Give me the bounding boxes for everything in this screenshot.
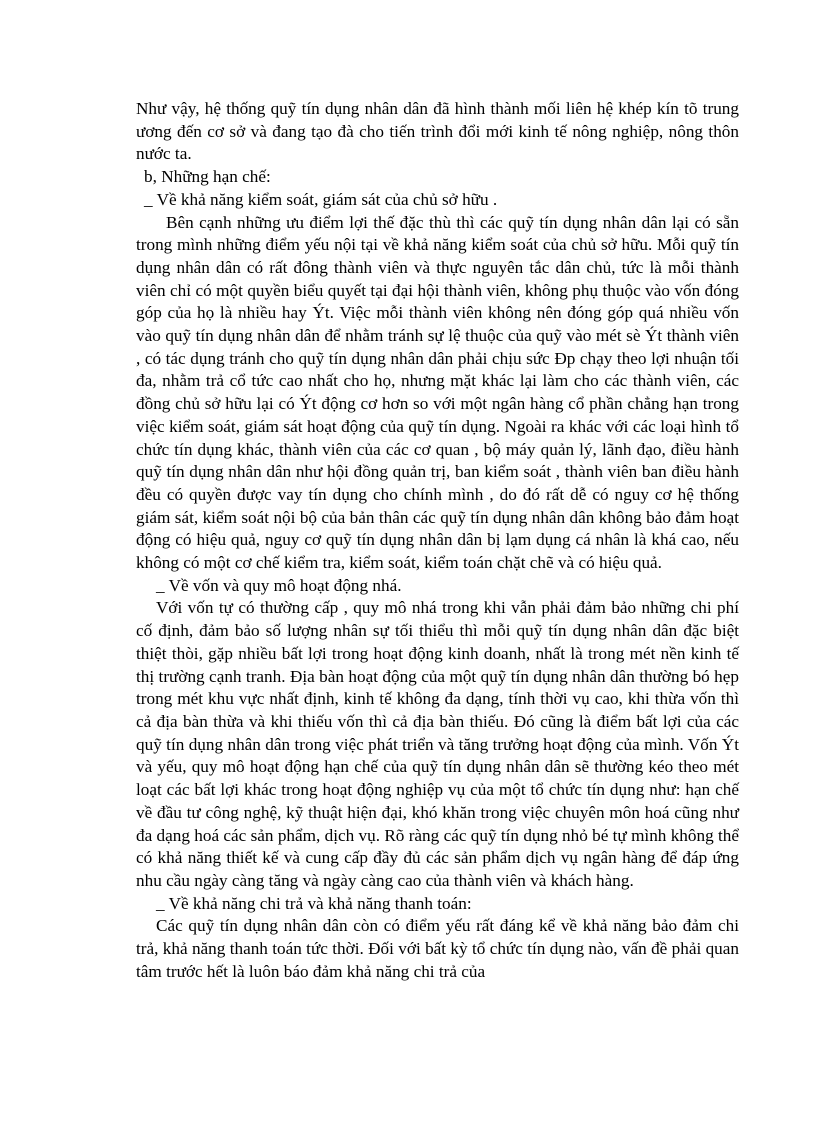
subheading-capital-scale: _ Về vốn và quy mô hoạt động nhá. [156, 575, 402, 595]
paragraph-intro: Như vậy, hệ thống quỹ tín dụng nhân dân đã hình thành mối liên hệ khép kín tõ trung ương đến cơ sở và đang tạo đà cho tiến trình đổi mới kinh tế nông nghiệp, nông thôn nước ta. [136, 99, 739, 164]
paragraph-payment-ability: Các quỹ tín dụng nhân dân còn có điểm yếu rất đáng kể về khả năng bảo đảm chi trả, khả năng thanh toán tức thời. Đối với bất kỳ tổ chức tín dụng nào, vấn đề phải quan tâm trước hết là luôn báo đảm khả năng chi trả của [136, 916, 739, 981]
paragraph-capital-scale: Với vốn tự có thường cấp , quy mô nhá trong khi vẫn phải đảm bảo những chi phí cố định, đảm bảo số lượng nhân sự tối thiểu thì mỗi quỹ tín dụng nhân dân đặc biệt thiệt thòi, gặp nhiều bất lợi trong hoạt động kinh doanh, nhất là trong mét nền kinh tế thị trường cạnh tranh. Địa bàn hoạt động của một quỹ tín dụng nhân dân thường bó hẹp trong mét khu vực nhất định, kinh tế không đa dạng, tính thời vụ cao, khi thừa vốn thì cả địa bàn thừa và khi thiếu vốn thì cả địa bàn thiếu. Đó cũng là điểm bất lợi của các quỹ tín dụng nhân dân trong việc phát triển và tăng trưởng hoạt động của mình. Vốn Ýt và yếu, quy mô hoạt động hạn chế của quỹ tín dụng nhân dân sẽ thường kéo theo mét loạt các bất lợi khác trong hoạt động nghiệp vụ của một tổ chức tín dụng như: hạn chế về đầu tư công nghệ, kỹ thuật hiện đại, khó khăn trong việc chuyên môn hoá cũng như đa dạng hoá các sản phẩm, dịch vụ. Rõ ràng các quỹ tín dụng nhỏ bé tự mình không thể có khả năng thiết kế và cung cấp đầy đủ các sản phẩm dịch vụ ngân hàng để đáp ứng nhu cầu ngày càng tăng và ngày càng cao của thành viên và khách hàng. [136, 598, 739, 890]
paragraph-ownership-control: Bên cạnh những ưu điểm lợi thế đặc thù thì các quỹ tín dụng nhân dân lại có sẵn trong mình những điểm yếu nội tại về khả năng kiểm soát của chủ sở hữu. Mỗi quỹ tín dụng nhân dân có rất đông thành viên và thực nguyên tắc dân chủ, tức là mỗi thành viên chỉ có một quyền biểu quyết tại đại hội thành viên, không phụ thuộc vào vốn đóng góp của họ là nhiều hay Ýt. Việc mỗi thành viên không nên đóng góp quá nhiều vốn vào quỹ tín dụng nhân dân để nhằm tránh sự lệ thuộc của quỹ vào mét sè Ýt thành viên , có tác dụng tránh cho quỹ tín dụng nhân dân phải chịu sức Ðp chạy theo lợi nhuận tối đa, nhằm trả cổ tức cao nhất cho họ, nhưng mặt khác lại làm cho các thành viên, các đồng chủ sở hữu lại có Ýt động cơ hơn so với một ngân hàng cổ phần chẳng hạn trong việc kiểm soát, giám sát hoạt động của quỹ tín dụng. Ngoài ra khác với các loại hình tổ chức tín dụng khác, thành viên của các cơ quan , bộ máy quản lý, lãnh đạo, điều hành quỹ tín dụng nhân dân như hội đồng quản trị, ban kiểm soát , thành viên ban điều hành đều có quyền được vay tín dụng cho chính mình , do đó rất dễ có nguy cơ hệ thống giám sát, kiểm soát nội bộ của bản thân các quỹ tín dụng nhân dân không bảo đảm hoạt động có hiệu quả, nguy cơ quỹ tín dụng nhân dân bị lạm dụng cá nhân là khá cao, nếu không có một cơ chế kiểm tra, kiểm soát, kiểm toán chặt chẽ và có hiệu quả. [136, 212, 739, 573]
subheading-payment-ability: _ Về khả năng chi trả và khả năng thanh toán: [156, 893, 472, 913]
section-heading-limitations: b, Những hạn chế: [144, 167, 271, 187]
subheading-ownership-control: _ Về khả năng kiểm soát, giám sát của chủ sở hữu . [144, 189, 498, 209]
document-body [136, 98, 739, 983]
